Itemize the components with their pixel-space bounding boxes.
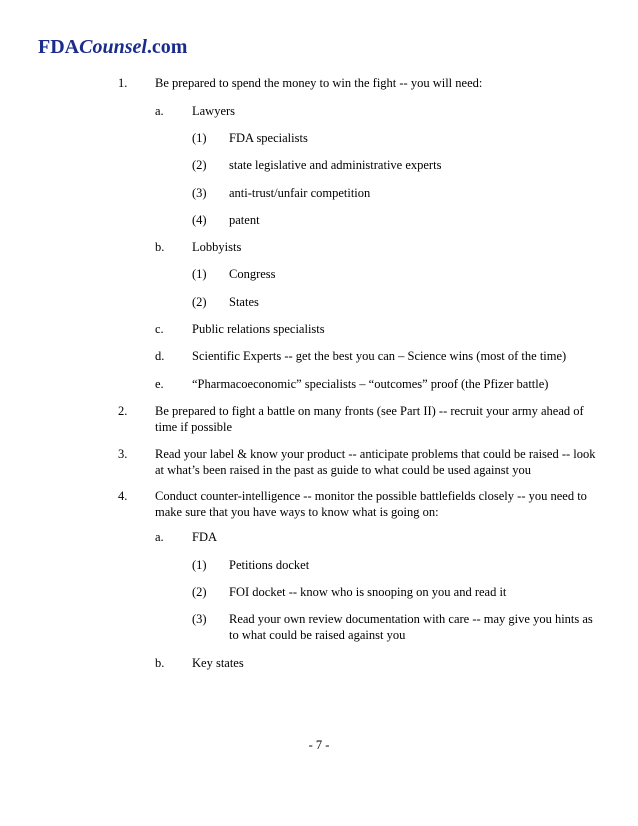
list-marker: b. xyxy=(155,656,165,670)
list-item-text: FDA specialists xyxy=(229,131,308,145)
list-marker: (2) xyxy=(192,295,207,309)
list-item-text: anti-trust/unfair competition xyxy=(229,186,371,200)
list-item-text: Lawyers xyxy=(192,104,236,118)
list-item-text: Be prepared to spend the money to win the fight -- you will need: xyxy=(155,76,483,90)
list-item-text: Congress xyxy=(229,267,276,281)
page-number: - 7 - xyxy=(308,738,330,752)
brand-counsel: Counsel xyxy=(79,36,147,58)
list-marker: a. xyxy=(155,530,164,544)
list-marker: 3. xyxy=(118,447,128,461)
list-marker: d. xyxy=(155,349,165,363)
list-marker: (2) xyxy=(192,158,207,172)
list-marker: b. xyxy=(155,240,165,254)
list-marker: (1) xyxy=(192,267,207,281)
list-marker: (1) xyxy=(192,558,207,572)
list-marker: 2. xyxy=(118,404,128,418)
list-item-text: Be prepared to fight a battle on many fronts (see Part II) -- recruit your army ahead of time if possible xyxy=(155,404,584,434)
list-item-text: Petitions docket xyxy=(229,558,310,572)
list-item-text: FOI docket -- know who is snooping on you and read it xyxy=(229,585,507,599)
list-item-text: patent xyxy=(229,213,260,227)
list-item-text: States xyxy=(229,295,259,309)
list-item-text: Read your own review documentation with care -- may give you hints as to what could be raised against you xyxy=(229,612,593,642)
list-marker: (1) xyxy=(192,131,207,145)
list-marker: (4) xyxy=(192,213,207,227)
list-marker: a. xyxy=(155,104,164,118)
list-marker: (2) xyxy=(192,585,207,599)
list-item-text: FDA xyxy=(192,530,218,544)
list-item-text: Lobbyists xyxy=(192,240,242,254)
list-marker: 1. xyxy=(118,76,128,90)
list-marker: (3) xyxy=(192,612,207,626)
list-item-text: Conduct counter-intelligence -- monitor the possible battlefields closely -- you need to make sure that you have ways to know what is going on: xyxy=(155,489,587,519)
brand-logo xyxy=(38,36,187,59)
list-item-text: Key states xyxy=(192,656,244,670)
list-marker: e. xyxy=(155,377,164,391)
list-item-text: “Pharmacoeconomic” specialists – “outcomes” proof (the Pfizer battle) xyxy=(192,377,549,391)
list-marker: 4. xyxy=(118,489,128,503)
list-item-text: Public relations specialists xyxy=(192,322,325,336)
list-item-text: state legislative and administrative experts xyxy=(229,158,442,172)
brand-fda: FDA xyxy=(38,36,80,58)
list-item-text: Scientific Experts -- get the best you can – Science wins (most of the time) xyxy=(192,349,567,363)
brand-tld: .com xyxy=(146,36,188,58)
list-marker: c. xyxy=(155,322,164,336)
list-item-text: Read your label & know your product -- anticipate problems that could be raised -- look at what’s been raised in the past as guide to what could be used against you xyxy=(155,447,596,477)
list-marker: (3) xyxy=(192,186,207,200)
